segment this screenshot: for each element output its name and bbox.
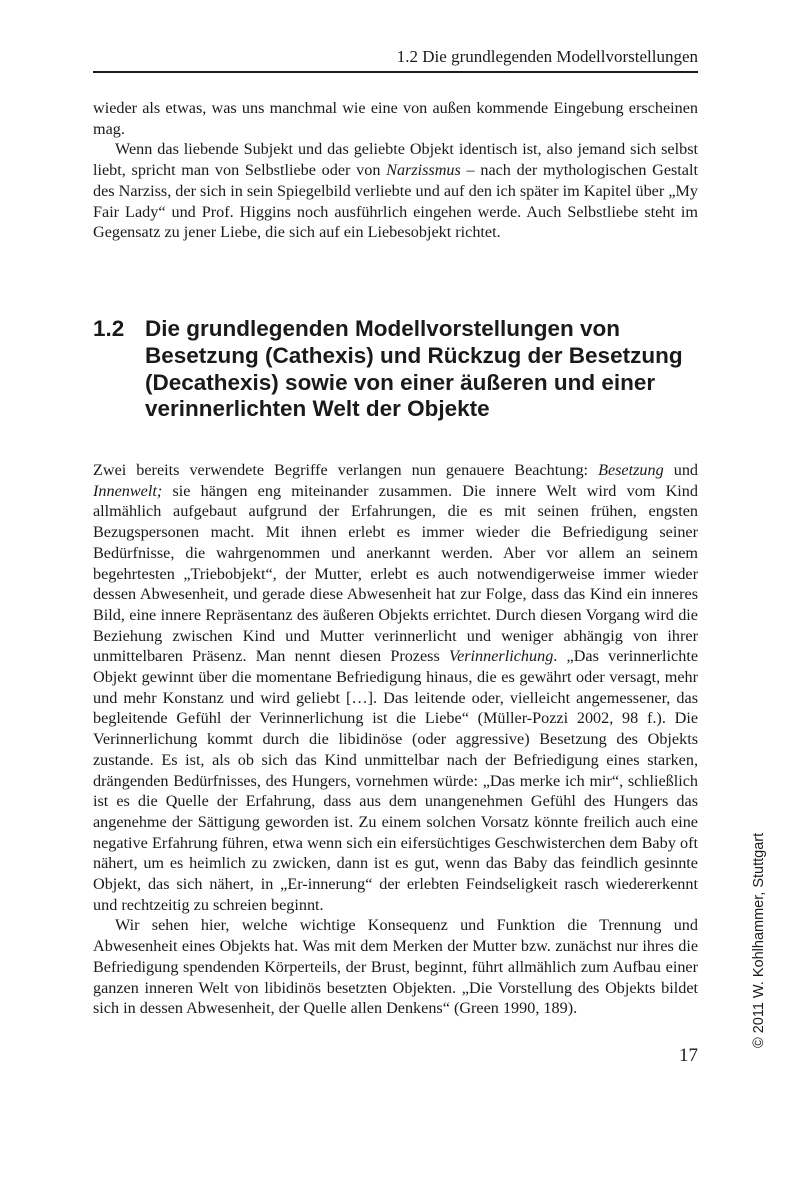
text-run: Zwei bereits verwendete Begriffe verlangen nun genauere Beachtung:: [93, 461, 599, 479]
paragraph: [93, 460, 698, 915]
intro-text-block: [93, 98, 698, 243]
paragraph: Wir sehen hier, welche wichtige Konsequenz und Funktion die Trennung und Abwesenheit eines Objekts hat. Was mit dem Merken der Mutter bzw. zunächst nur ihres die Befriedigung spendenden Körperteils, der Brust, beginnt, führt allmählich zum Aufbau einer ganzen inneren Welt von libidinös besetzten Objekten. „Die Vorstellung des Objekts bildet sich in dessen Abwesenheit, der Quelle allen Denkens“ (Green 1990, 189).: [93, 916, 698, 1018]
text-run: Wenn das liebende Subjekt und das geliebte Objekt identisch ist, also jemand sich selbst liebt, spricht man von Selbstliebe oder von: [93, 140, 698, 180]
text-run: und: [663, 461, 699, 479]
paragraph: wieder als etwas, was uns manchmal wie eine von außen kommende Eingebung erscheinen mag.: [93, 99, 698, 138]
running-head: 1.2 Die grundlegenden Modellvorstellungen: [396, 47, 698, 66]
section-heading: [93, 316, 698, 423]
section-body: [93, 460, 698, 1019]
emphasis: Innenwelt;: [93, 481, 163, 500]
text-run: – nach der mythologischen Gestalt des Narziss, der sich in sein Spiegelbild verliebte und auf den ich später im Kapitel über „My Fair Lady“ und Prof. Higgins noch ausführlich eingehen werde. Auch Selbstliebe steht im Gegensatz zu jener Liebe, die sich auf ein Liebesobjekt richtet.: [93, 161, 698, 242]
page-number: 17: [679, 1045, 698, 1066]
section-number: 1.2: [93, 316, 125, 341]
emphasis: Besetzung: [598, 461, 664, 479]
paragraph: [93, 139, 698, 243]
section-title: Die grundlegenden Modellvorstellungen von Besetzung (Cathexis) und Rückzug der Besetzung (Decathexis) sowie von einer äußeren und einer verinnerlichten Welt der Objekte: [145, 316, 683, 422]
copyright-text: © 2011 W. Kohlhammer, Stuttgart: [751, 832, 767, 1048]
emphasis: Narzissmus: [386, 161, 461, 180]
text-run: sie hängen eng miteinander zusammen. Die innere Welt wird vom Kind allmählich aufgebaut aufgrund der Erfahrungen, die es mit seinen frühen, engsten Bezugspersonen macht. Mit ihnen erlebt es immer wieder die Befriedigung seiner Bedürfnisse, die wahrgenommen und anerkannt werden. Aber vor allem an seinem begehrtesten „Triebobjekt“, der Mutter, erlebt es auch notwendigerweise immer wieder dessen Abwesenheit, und gerade diese Abwesenheit hat zur Folge, dass das Kind ein inneres Bild, eine innere Repräsentanz des äußeren Objekts errichtet. Durch diesen Vorgang wird die Beziehung zwischen Kind und Mutter verinnerlicht und weniger abhängig von ihrer unmittelbaren Präsenz. Man nennt diesen Prozess: [93, 481, 698, 666]
header-rule: [93, 71, 698, 73]
text-run: . „Das verinnerlichte Objekt gewinnt über die momentane Befriedigung hinaus, die es gewährt oder versagt, mehr und mehr Konstanz und wird geliebt […]. Das leitende oder, vielleicht angemessener, das begleitende Gefühl der Verinnerlichung ist die Liebe“ (Müller-Pozzi 2002, 98 f.). Die Verinnerlichung kommt durch die libidinöse (oder aggressive) Besetzung des Objekts zustande. Es ist, als ob sich das Kind unmittelbar nach der Befriedigung eines starken, drängenden Bedürfnisses, des Hungers, vornehmen würde: „Das merke ich mir“, schließlich ist es die Quelle der Erfahrung, dass aus dem unangenehmen Gefühl des Hungers das angenehme der Sättigung geworden ist. Zu einem solchen Vorsatz könnte freilich auch eine negative Erfahrung führen, etwa wenn sich ein eifersüchtiges Geschwisterchen dem Baby oft nähert, um es heimlich zu zwicken, dann ist es gut, wenn das Baby das feindlich gesinnte Objekt, das sich nähert, in „Er-innerung“ der erlebten Feindseligkeit rasch wiedererkennt und rechtzeitig zu schreien beginnt.: [93, 647, 699, 914]
emphasis: Verinnerlichung: [448, 647, 554, 666]
